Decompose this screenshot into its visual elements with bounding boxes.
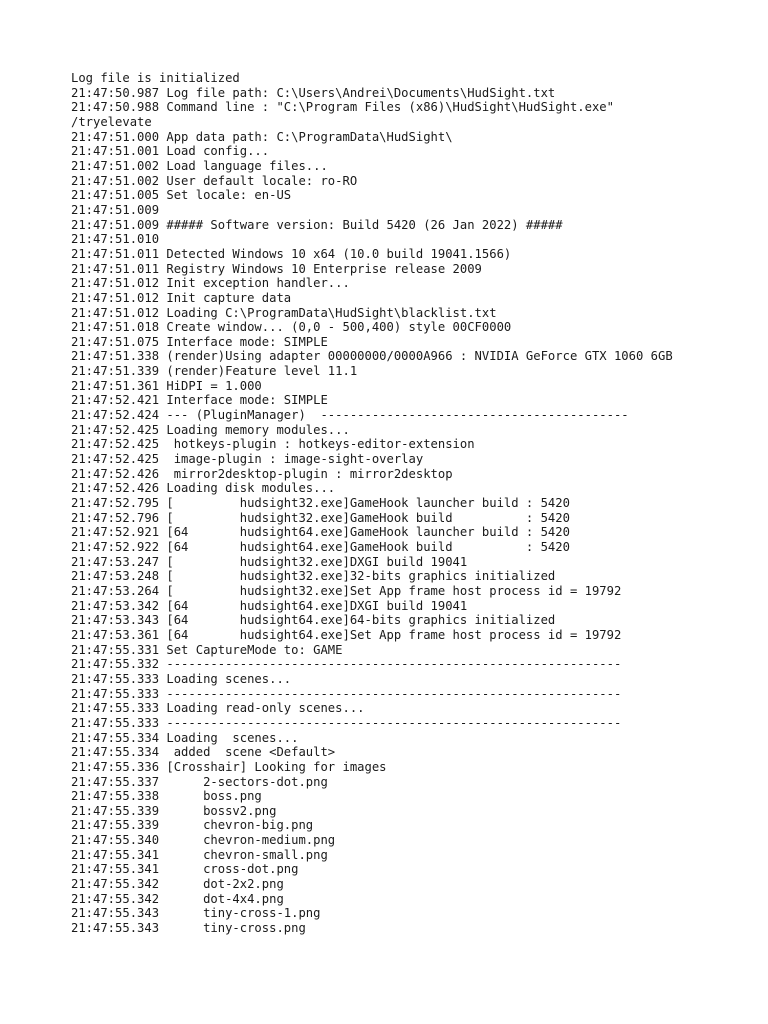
log-line: 21:47:51.001 Load config...	[71, 144, 270, 159]
log-line: 21:47:53.343 [64 hudsight64.exe]64-bits graphics initialized	[71, 613, 556, 628]
log-line: 21:47:51.011 Detected Windows 10 x64 (10.0 build 19041.1566)	[71, 246, 512, 261]
log-line: 21:47:55.336 [Crosshair] Looking for images	[71, 759, 387, 774]
log-line: 21:47:51.339 (render)Feature level 11.1	[71, 364, 358, 379]
log-line: 21:47:52.425 Loading memory modules...	[71, 422, 350, 437]
log-line: 21:47:55.339 bossv2.png	[71, 803, 277, 818]
log-line: 21:47:51.075 Interface mode: SIMPLE	[71, 334, 328, 349]
log-line: 21:47:53.264 [ hudsight32.exe]Set App frame host process id = 19792	[71, 583, 622, 598]
log-line: 21:47:55.341 cross-dot.png	[71, 862, 299, 877]
log-line: 21:47:55.342 dot-2x2.png	[71, 877, 284, 892]
log-line: 21:47:51.011 Registry Windows 10 Enterprise release 2009	[71, 261, 482, 276]
log-line: 21:47:52.425 image-plugin : image-sight-overlay	[71, 452, 424, 467]
log-line: 21:47:55.333 --------------------------------------------------------------	[71, 686, 622, 701]
log-line: 21:47:51.002 Load language files...	[71, 158, 328, 173]
log-line: 21:47:55.333 --------------------------------------------------------------	[71, 715, 622, 730]
log-line: 21:47:52.921 [64 hudsight64.exe]GameHook launcher build : 5420	[71, 525, 570, 540]
log-line: 21:47:52.421 Interface mode: SIMPLE	[71, 393, 328, 408]
log-line: 21:47:55.334 added scene <Default>	[71, 745, 336, 760]
log-line: 21:47:55.334 Loading scenes...	[71, 730, 299, 745]
log-line: 21:47:53.342 [64 hudsight64.exe]DXGI build 19041	[71, 598, 468, 613]
log-line: 21:47:50.988 Command line : "C:\Program Files (x86)\HudSight\HudSight.exe"	[71, 100, 614, 115]
log-line: 21:47:55.343 tiny-cross-1.png	[71, 906, 321, 921]
log-line: 21:47:52.424 --- (PluginManager) ------------------------------------------	[71, 408, 629, 423]
log-line: 21:47:51.009	[71, 202, 160, 217]
log-line: 21:47:55.342 dot-4x4.png	[71, 891, 284, 906]
log-line: 21:47:55.337 2-sectors-dot.png	[71, 774, 328, 789]
log-line: 21:47:52.796 [ hudsight32.exe]GameHook build : 5420	[71, 510, 570, 525]
log-line: 21:47:51.002 User default locale: ro-RO	[71, 173, 358, 188]
log-line: 21:47:53.248 [ hudsight32.exe]32-bits graphics initialized	[71, 569, 556, 584]
log-line: 21:47:51.012 Init exception handler...	[71, 276, 350, 291]
log-line: 21:47:51.000 App data path: C:\ProgramData\HudSight\	[71, 129, 453, 144]
log-line: 21:47:55.343 tiny-cross.png	[71, 921, 306, 936]
log-line: 21:47:51.012 Init capture data	[71, 290, 292, 305]
log-line: 21:47:52.426 mirror2desktop-plugin : mirror2desktop	[71, 466, 453, 481]
log-line: 21:47:51.338 (render)Using adapter 00000000/0000A966 : NVIDIA GeForce GTX 1060 6GB	[71, 349, 673, 364]
log-line: 21:47:55.331 Set CaptureMode to: GAME	[71, 642, 343, 657]
log-line: 21:47:51.010	[71, 232, 160, 247]
log-line: 21:47:51.018 Create window... (0,0 - 500,400) style 00CF0000	[71, 320, 512, 335]
log-line: 21:47:51.005 Set locale: en-US	[71, 188, 292, 203]
log-line: 21:47:52.795 [ hudsight32.exe]GameHook launcher build : 5420	[71, 496, 570, 511]
log-line: 21:47:51.009 ##### Software version: Build 5420 (26 Jan 2022) #####	[71, 217, 563, 232]
log-line: 21:47:55.332 --------------------------------------------------------------	[71, 657, 622, 672]
log-line: 21:47:55.340 chevron-medium.png	[71, 833, 336, 848]
log-line: 21:47:51.361 HiDPI = 1.000	[71, 378, 262, 393]
log-line: 21:47:51.012 Loading C:\ProgramData\HudSight\blacklist.txt	[71, 305, 497, 320]
log-line: 21:47:50.987 Log file path: C:\Users\Andrei\Documents\HudSight.txt	[71, 85, 556, 100]
log-line: 21:47:55.339 chevron-big.png	[71, 818, 314, 833]
log-line: 21:47:52.425 hotkeys-plugin : hotkeys-editor-extension	[71, 437, 475, 452]
log-line: 21:47:55.341 chevron-small.png	[71, 847, 328, 862]
log-line: 21:47:55.338 boss.png	[71, 789, 262, 804]
log-line: 21:47:53.247 [ hudsight32.exe]DXGI build 19041	[71, 554, 468, 569]
log-line: 21:47:55.333 Loading read-only scenes...	[71, 701, 365, 716]
log-text-body	[71, 71, 761, 936]
log-line: 21:47:52.426 Loading disk modules...	[71, 481, 336, 496]
log-document	[71, 71, 761, 936]
log-line: Log file is initialized	[71, 71, 240, 85]
log-line: 21:47:53.361 [64 hudsight64.exe]Set App frame host process id = 19792	[71, 627, 622, 642]
log-line: /tryelevate	[71, 114, 152, 129]
log-line: 21:47:55.333 Loading scenes...	[71, 671, 292, 686]
log-line: 21:47:52.922 [64 hudsight64.exe]GameHook build : 5420	[71, 540, 570, 554]
